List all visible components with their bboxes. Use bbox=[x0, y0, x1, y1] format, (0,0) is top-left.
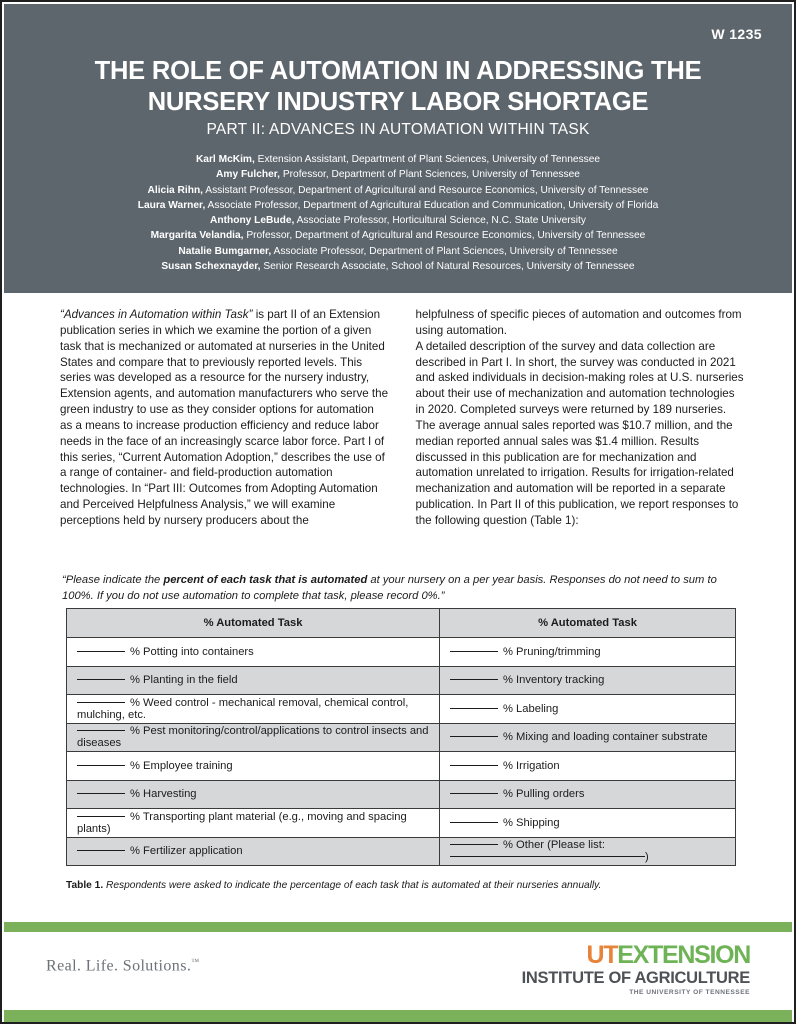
tagline-trademark: ™ bbox=[191, 957, 200, 966]
percent-blank-line[interactable] bbox=[450, 651, 498, 652]
question-part-2: at your nursery on a per year basis. Responses do not need to sum to 100%. If you do not use automation to complete that task, please record 0%.” bbox=[62, 574, 717, 603]
task-label: % Potting into containers bbox=[130, 645, 254, 658]
author-list bbox=[34, 152, 762, 274]
body-column-left bbox=[60, 307, 389, 529]
author-name: Laura Warner, bbox=[137, 199, 206, 211]
task-label: % Irrigation bbox=[503, 759, 560, 772]
survey-table-wrap bbox=[66, 608, 735, 866]
column-header-right: % Automated Task bbox=[440, 609, 736, 638]
table-caption bbox=[66, 880, 742, 891]
task-label: % Shipping bbox=[503, 816, 560, 829]
table-row bbox=[67, 752, 736, 781]
ut-monogram: UT bbox=[586, 941, 618, 969]
task-label: % Fertilizer application bbox=[130, 845, 243, 858]
author-affiliation: Associate Professor, Department of Agricultural Education and Communication, University of Florida bbox=[205, 199, 659, 211]
caption-text: Respondents were asked to indicate the percentage of each task that is automated at their nurseries annually. bbox=[103, 880, 602, 891]
table-row bbox=[67, 638, 736, 667]
task-label: % Weed control - mechanical removal, chemical control, mulching, etc. bbox=[77, 696, 409, 721]
author-line bbox=[34, 183, 762, 198]
percent-blank-line[interactable] bbox=[450, 736, 498, 737]
table-cell-left[interactable] bbox=[67, 638, 440, 667]
percent-blank-line[interactable] bbox=[450, 822, 498, 823]
table-row bbox=[67, 666, 736, 695]
task-label: % Pulling orders bbox=[503, 788, 585, 801]
author-name: Anthony LeBude, bbox=[210, 215, 295, 227]
logo-extension-word: EXTENSION bbox=[617, 941, 750, 969]
table-cell-right[interactable] bbox=[440, 638, 736, 667]
author-name: Margarita Velandia, bbox=[150, 230, 244, 242]
table-cell-right[interactable] bbox=[440, 666, 736, 695]
author-affiliation: Extension Assistant, Department of Plant Sciences, University of Tennessee bbox=[254, 154, 601, 165]
other-close-paren: ) bbox=[645, 851, 649, 864]
logo-institute-line: INSTITUTE OF AGRICULTURE bbox=[521, 969, 750, 987]
right-paragraph-2: A detailed description of the survey and data collection are described in Part I. In short, the survey was conducted in 2021 and asked individuals in decision-making roles at U.S. nurseries about their use of mechanization and automation technologies in 2020. Completed surveys were returned by 189 nurseries. The average annual sales reported was $10.7 million, and the median reported annual sales was $1.4 million. Results discussed in this publication are for mechanization and automation unrelated to irrigation. Results for irrigation-related mechanization and automation will be reported in a separate publication. In Part II of this publication, we report responses to the following question (Table 1): bbox=[415, 339, 744, 527]
intro-paragraph bbox=[60, 307, 389, 529]
tagline-text: Real. Life. Solutions. bbox=[46, 957, 192, 975]
question-part-1: “Please indicate the bbox=[62, 574, 164, 586]
author-line bbox=[34, 198, 762, 213]
author-line bbox=[34, 228, 762, 243]
percent-blank-line[interactable] bbox=[77, 850, 125, 851]
table-cell-left[interactable] bbox=[67, 837, 440, 866]
task-label: % Inventory tracking bbox=[503, 674, 605, 687]
author-line bbox=[34, 167, 762, 182]
author-name: Amy Fulcher, bbox=[216, 169, 281, 181]
task-label: % Planting in the field bbox=[130, 674, 238, 687]
question-emphasis: percent of each task that is automated bbox=[163, 574, 368, 586]
author-name: Alicia Rihn, bbox=[147, 184, 204, 196]
task-label: % Mixing and loading container substrate bbox=[503, 731, 708, 744]
table-cell-left[interactable] bbox=[67, 780, 440, 809]
survey-question bbox=[62, 572, 738, 604]
percent-blank-line[interactable] bbox=[77, 765, 125, 766]
percent-blank-line[interactable] bbox=[450, 765, 498, 766]
table-cell-right[interactable] bbox=[440, 809, 736, 838]
author-affiliation: Professor, Department of Plant Sciences, University of Tennessee bbox=[280, 169, 580, 181]
author-affiliation: Senior Research Associate, School of Natural Resources, University of Tennessee bbox=[260, 261, 635, 273]
intro-quoted-title: “Advances in Automation within Task” bbox=[60, 308, 253, 321]
author-line bbox=[34, 213, 762, 228]
table-cell-right[interactable] bbox=[440, 837, 736, 866]
author-affiliation: Associate Professor, Horticultural Science, N.C. State University bbox=[294, 215, 586, 227]
author-line bbox=[34, 259, 762, 274]
caption-label: Table 1. bbox=[66, 880, 104, 891]
table-row bbox=[67, 809, 736, 838]
task-label: % Pest monitoring/control/applications to control insects and diseases bbox=[77, 725, 429, 750]
author-line bbox=[34, 244, 762, 259]
table-cell-right[interactable] bbox=[440, 780, 736, 809]
percent-blank-line[interactable] bbox=[450, 708, 498, 709]
logo-row-extension bbox=[522, 943, 750, 968]
right-paragraph-1: helpfulness of specific pieces of automation and outcomes from using automation. bbox=[415, 308, 742, 337]
percent-blank-line[interactable] bbox=[450, 844, 498, 845]
table-cell-right[interactable] bbox=[440, 695, 736, 724]
table-cell-left[interactable] bbox=[67, 809, 440, 838]
author-name: Karl McKim, bbox=[195, 154, 255, 165]
task-label: % Employee training bbox=[130, 759, 233, 772]
table-cell-left[interactable] bbox=[67, 695, 440, 724]
header-band bbox=[4, 4, 792, 293]
body-column-right bbox=[416, 307, 745, 529]
percent-blank-line[interactable] bbox=[450, 679, 498, 680]
table-row bbox=[67, 780, 736, 809]
table-row bbox=[67, 695, 736, 724]
percent-blank-line[interactable] bbox=[77, 730, 125, 731]
author-affiliation: Professor, Department of Agricultural and Resource Economics, University of Tennessee bbox=[243, 230, 646, 242]
task-label: % Other (Please list: bbox=[503, 839, 605, 852]
author-name: Natalie Bumgarner, bbox=[178, 245, 272, 257]
task-label: % Pruning/trimming bbox=[503, 645, 601, 658]
percent-blank-line[interactable] bbox=[77, 793, 125, 794]
page-subtitle: PART II: ADVANCES IN AUTOMATION WITHIN TASK bbox=[206, 121, 590, 138]
author-affiliation: Assistant Professor, Department of Agricultural and Resource Economics, University of Tennessee bbox=[203, 184, 649, 196]
logo-university-line: THE UNIVERSITY OF TENNESSEE bbox=[629, 988, 750, 996]
intro-body-text: is part II of an Extension publication series in which we examine the portion of a given task that is mechanized or automated at nurseries in the United States and compare that to previously reported levels. This series was developed as a resource for the nursery industry, Extension agents, and automation manufacturers who serve the green industry to use as they consider options for automation as a means to increase production efficiency and reduce labor needs in the face of an increasingly scarce labor force. Part I of this series, “Current Automation Adoption,” describes the use of a range of container- and field-production automation technologies. In “Part III: Outcomes from Adopting Automation and Perceived Helpfulness Analysis,” we will examine perceptions held by nursery producers about the bbox=[60, 308, 389, 527]
task-label: % Labeling bbox=[503, 702, 559, 715]
survey-table-body bbox=[67, 638, 736, 866]
table-cell-left[interactable] bbox=[67, 723, 440, 752]
page-title: THE ROLE OF AUTOMATION IN ADDRESSING THE NURSERY INDUSTRY LABOR SHORTAGE bbox=[94, 57, 702, 117]
footer-green-bar-bottom bbox=[4, 1010, 792, 1024]
survey-table bbox=[66, 608, 736, 866]
percent-blank-line[interactable] bbox=[77, 679, 125, 680]
ut-extension-logo bbox=[522, 943, 750, 996]
table-row bbox=[67, 837, 736, 866]
task-label: % Harvesting bbox=[130, 788, 197, 801]
column-header-left: % Automated Task bbox=[67, 609, 440, 638]
task-label: % Transporting plant material (e.g., moving and spacing plants) bbox=[77, 810, 407, 835]
percent-blank-line[interactable] bbox=[450, 793, 498, 794]
author-name: Susan Schexnayder, bbox=[161, 261, 261, 273]
table-row bbox=[67, 723, 736, 752]
other-write-in-line[interactable] bbox=[450, 856, 645, 857]
author-affiliation: Associate Professor, Department of Plant Sciences, University of Tennessee bbox=[271, 245, 618, 257]
table-cell-left[interactable] bbox=[67, 666, 440, 695]
percent-blank-line[interactable] bbox=[77, 651, 125, 652]
table-cell-right[interactable] bbox=[440, 723, 736, 752]
percent-blank-line[interactable] bbox=[77, 816, 125, 817]
publication-code: W 1235 bbox=[711, 26, 762, 42]
table-cell-left[interactable] bbox=[67, 752, 440, 781]
body-columns bbox=[60, 307, 744, 529]
footer-tagline bbox=[46, 957, 199, 975]
table-header-row bbox=[67, 609, 736, 638]
percent-blank-line[interactable] bbox=[77, 702, 125, 703]
table-cell-right[interactable] bbox=[440, 752, 736, 781]
author-line bbox=[34, 152, 762, 167]
footer-green-bar-top bbox=[4, 922, 792, 932]
